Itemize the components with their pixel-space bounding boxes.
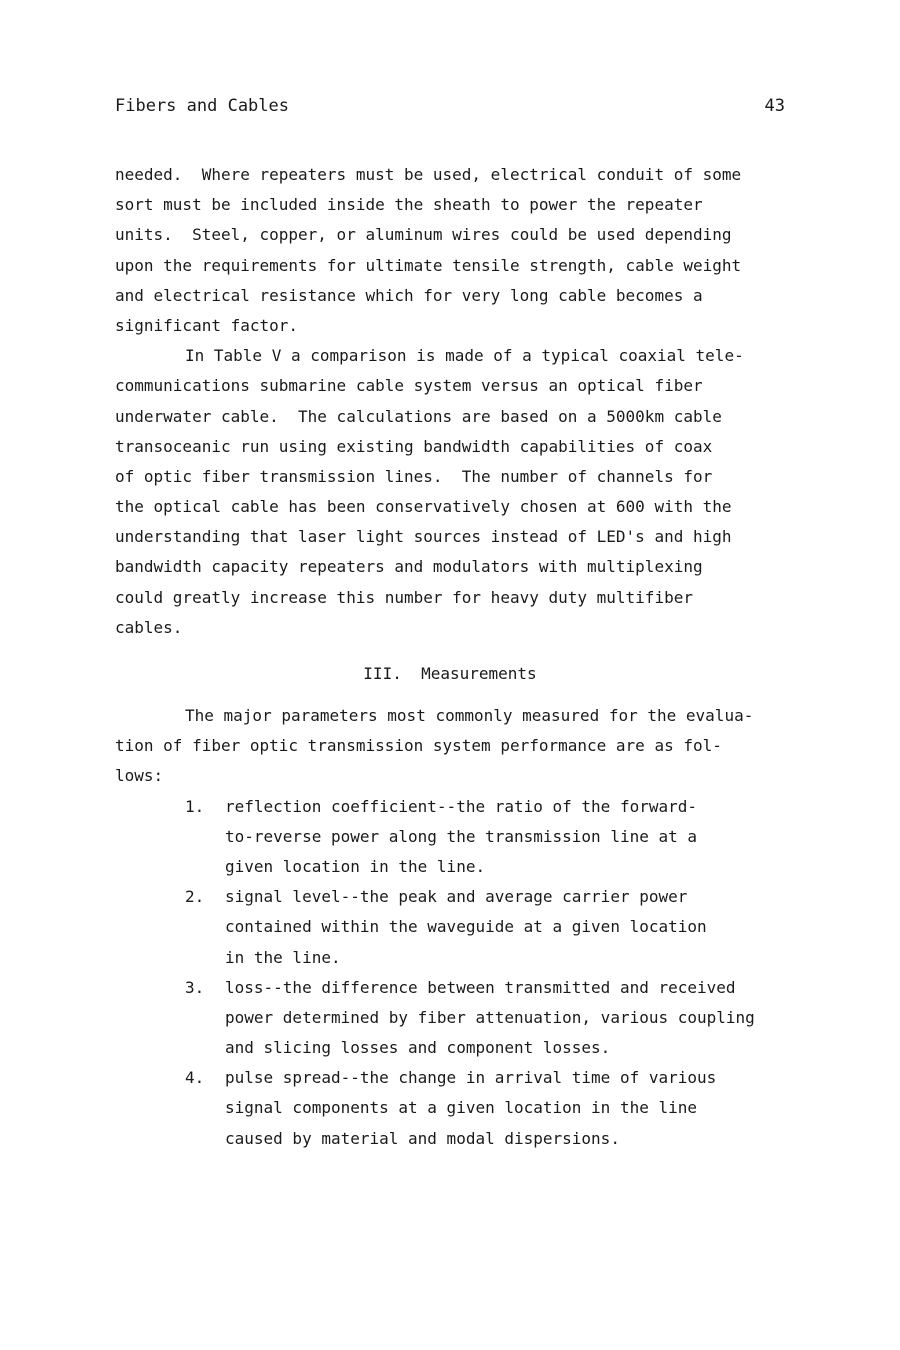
text-line: given location in the line. [225, 856, 486, 876]
text-line: bandwidth capacity repeaters and modulators with multiplexing [115, 557, 703, 577]
list-item-number: 2. [185, 887, 205, 907]
page-number: 43 [764, 96, 785, 116]
text-line: units. Steel, copper, or aluminum wires could be used depending [115, 225, 732, 245]
list-item [115, 1063, 785, 1154]
body-text [115, 160, 785, 1154]
text-line: could greatly increase this number for heavy duty multifiber [115, 587, 693, 607]
text-line: transoceanic run using existing bandwidth capabilities of coax [115, 436, 713, 456]
text-line: loss--the difference between transmitted and received [225, 977, 736, 997]
text-line: to-reverse power along the transmission line at a [225, 826, 698, 846]
list-item-number: 4. [185, 1068, 205, 1088]
text-line: needed. Where repeaters must be used, electrical conduit of some [115, 165, 742, 184]
text-line: contained within the waveguide at a given location [225, 917, 707, 937]
text-line: significant factor. [115, 315, 299, 335]
text-line: of optic fiber transmission lines. The number of channels for [115, 466, 713, 486]
text-line: In Table V a comparison is made of a typical coaxial tele- [185, 346, 744, 366]
paragraph-measurements-intro [115, 701, 785, 792]
paragraph-repeaters [115, 160, 785, 341]
text-line: pulse spread--the change in arrival time of various [225, 1068, 717, 1088]
text-line: tion of fiber optic transmission system performance are as fol- [115, 736, 722, 756]
text-line: upon the requirements for ultimate tensile strength, cable weight [115, 255, 742, 275]
measurement-list [115, 792, 785, 1154]
list-item-number: 1. [185, 796, 205, 816]
text-line: and slicing losses and component losses. [225, 1038, 611, 1058]
text-line: sort must be included inside the sheath to power the repeater [115, 195, 703, 215]
running-header [115, 94, 785, 118]
text-line: signal level--the peak and average carrier power [225, 887, 688, 907]
running-title: Fibers and Cables [115, 96, 289, 116]
text-line: caused by material and modal dispersions. [225, 1128, 620, 1148]
paragraph-table-v-comparison [115, 341, 785, 643]
text-line: cables. [115, 617, 183, 637]
list-item [115, 792, 785, 883]
text-line: power determined by fiber attenuation, various coupling [225, 1007, 755, 1027]
text-line: and electrical resistance which for very long cable becomes a [115, 285, 703, 305]
list-item-number: 3. [185, 977, 205, 997]
text-line: reflection coefficient--the ratio of the forward- [225, 796, 698, 816]
text-line: lows: [115, 766, 164, 786]
text-line: The major parameters most commonly measured for the evalua- [185, 706, 754, 725]
text-line: underwater cable. The calculations are based on a 5000km cable [115, 406, 722, 426]
list-item [115, 973, 785, 1064]
text-line: the optical cable has been conservatively chosen at 600 with the [115, 497, 732, 517]
text-line: communications submarine cable system versus an optical fiber [115, 376, 703, 396]
list-item [115, 882, 785, 973]
text-line: understanding that laser light sources instead of LED's and high [115, 527, 732, 547]
text-line: signal components at a given location in the line [225, 1098, 698, 1118]
text-line: in the line. [225, 947, 341, 967]
section-heading: III. Measurements [363, 664, 537, 683]
